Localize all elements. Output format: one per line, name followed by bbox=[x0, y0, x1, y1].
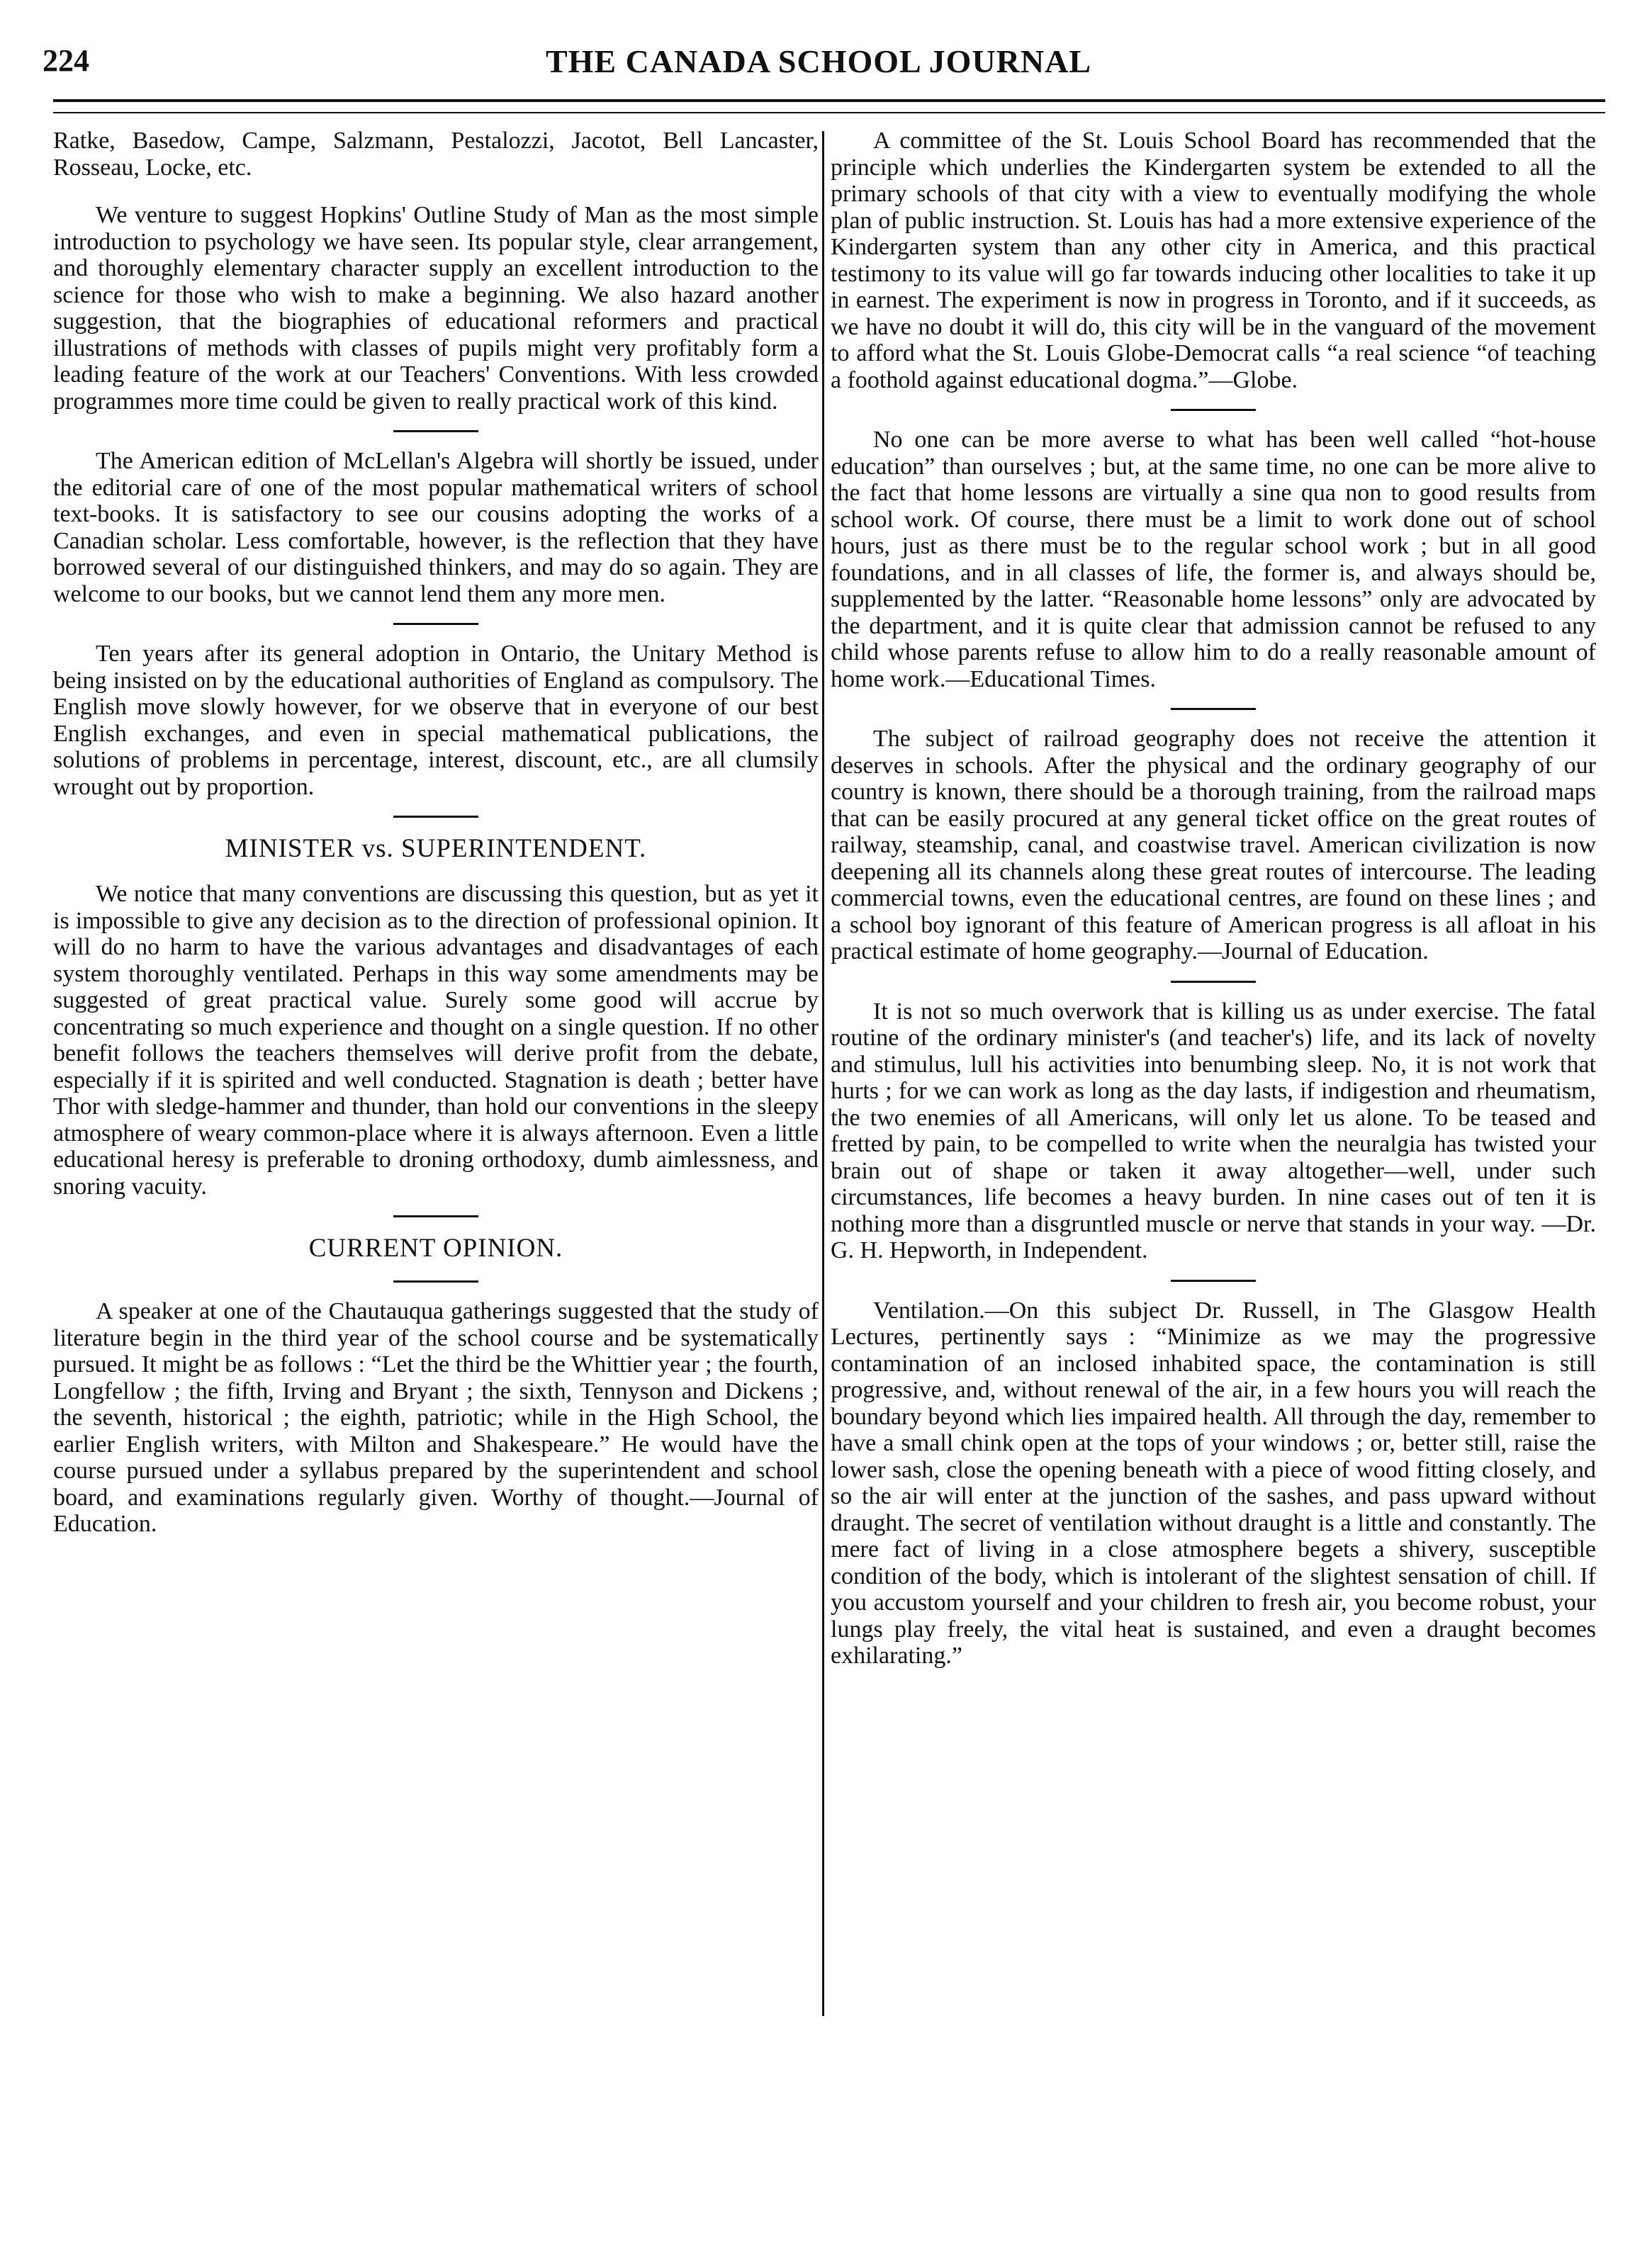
page-header bbox=[28, 35, 1609, 92]
right-column bbox=[831, 128, 1596, 1669]
paragraph: The American edition of McLellan's Algebra will shortly be issued, under the editorial care of one of the most popular mathematical writers of school text-books. It is satisfactory to see our cousins adopting the works of a Canadian scholar. Less comfortable, however, is the reflection that they have borrowed several of our distinguished thinkers, and may do so again. They are welcome to our books, but we cannot lend them any more men. bbox=[53, 448, 819, 607]
separator-rule bbox=[393, 430, 478, 432]
paragraph: No one can be more averse to what has been well called “hot-house education” than ourselves ; but, at the same time, no one can be more alive to the fact that home lessons are virtually a sine qua non to good results from school work. Of course, there must be a limit to work done out of school hours, just as there must be to the regular school work ; but in all good foundations, and in all classes of life, the former is, and always should be, supplemented by the latter. “Reasonable home lessons” only are advocated by the department, and it is quite clear that admission cannot be refused to any child whose parents refuse to allow him to do a really reasonable amount of home work.—Educational Times. bbox=[831, 427, 1596, 692]
paragraph: Ventilation.—On this subject Dr. Russell, in The Glasgow Health Lectures, pertinently says : “Minimize as we may the progressive contamination of an inclosed inhabited space, the contamination is still progressive, and, without renewal of the air, in a few hours you will reach the boundary beyond which lies impaired health. All through the day, remember to have a small chink open at the tops of your windows ; or, better still, raise the lower sash, close the opening beneath with a piece of wood fitting closely, and so the air will enter at the junction of the sashes, and pass upward without draught. The secret of ventilation without draught is a little and constantly. The mere fact of living in a close atmosphere begets a shivery, susceptible condition of the body, which is intolerant of the slightest sensation of chill. If you accustom yourself and your children to fresh air, you become robust, your lungs play freely, the vital heat is sustained, and even a draught becomes exhilarating.” bbox=[831, 1297, 1596, 1669]
separator-rule bbox=[1171, 981, 1256, 983]
header-rule-thin bbox=[53, 112, 1605, 113]
separator-rule bbox=[393, 623, 478, 625]
section-heading: CURRENT OPINION. bbox=[308, 1234, 563, 1263]
section-heading: MINISTER vs. SUPERINTENDENT. bbox=[225, 834, 647, 863]
separator-rule bbox=[1171, 409, 1256, 411]
paragraph: Ten years after its general adoption in Ontario, the Unitary Method is being insisted on by the educational authorities of England as compulsory. The English move slowly however, for we observe that in everyone of our best English exchanges, and even in special mathematical publications, the solutions of problems in percentage, interest, discount, etc., are all clumsily wrought out by proportion. bbox=[53, 641, 819, 800]
separator-rule bbox=[393, 816, 478, 818]
journal-title: THE CANADA SCHOOL JOURNAL bbox=[545, 43, 1092, 79]
paragraph: Ratke, Basedow, Campe, Salzmann, Pestalozzi, Jacotot, Bell Lancaster, Rosseau, Locke, etc. bbox=[53, 128, 819, 181]
separator-rule bbox=[393, 1280, 478, 1283]
paragraph: We venture to suggest Hopkins' Outline Study of Man as the most simple introduction to psychology we have seen. Its popular style, clear arrangement, and thoroughly elementary character supply an excellent introduction to the science for those who wish to make a beginning. We also hazard another suggestion, that the biographies of educational reformers and practical illustrations of methods with classes of pupils might very profitably form a leading feature of the work at our Teachers' Conventions. With less crowded programmes more time could be given to really practical work of this kind. bbox=[53, 202, 819, 415]
separator-rule bbox=[1171, 1280, 1256, 1282]
page-number: 224 bbox=[43, 43, 89, 78]
paragraph: A speaker at one of the Chautauqua gatherings suggested that the study of literature begin in the third year of the school course and be systematically pursued. It might be as follows : “Let the third be the Whittier year ; the fourth, Longfellow ; the fifth, Irving and Bryant ; the sixth, Tennyson and Dickens ; the seventh, historical ; the eighth, patriotic; while in the High School, the earlier English writers, with Milton and Shakespeare.” He would have the course pursued under a syllabus prepared by the superintendent and school board, and examinations regularly given. Worthy of thought.—Journal of Education. bbox=[53, 1298, 819, 1537]
left-column bbox=[53, 128, 819, 1538]
column-divider bbox=[822, 131, 824, 2016]
paragraph: The subject of railroad geography does not receive the attention it deserves in schools. After the physical and the ordinary geography of our country is known, there should be a thorough training, from the railroad maps that can be easily procured at any general ticket office on the great routes of railway, steamship, canal, and coastwise travel. American civilization is now deepening all its channels along these great routes of intercourse. The leading commercial towns, even the educational centres, are found on these lines ; and a school boy ignorant of this feature of American progress is all afloat in his practical estimate of home geography.—Journal of Education. bbox=[831, 726, 1596, 964]
paragraph: A committee of the St. Louis School Board has recommended that the principle which underlies the Kindergarten system be extended to all the primary schools of that city with a view to eventually modifying the whole plan of public instruction. St. Louis has had a more extensive experience of the Kindergarten system than any other city in America, and this practical testimony to its value will go far towards inducing other localities to take it up in earnest. The experiment is now in progress in Toronto, and if it succeeds, as we have no doubt it will do, this city will be in the vanguard of the movement to afford what the St. Louis Globe-Democrat calls “a real science “of teaching a foothold against educational dogma.”—Globe. bbox=[831, 128, 1596, 393]
paragraph: We notice that many conventions are discussing this question, but as yet it is impossible to give any decision as to the direction of professional opinion. It will do no harm to have the various advantages and disadvantages of each system thoroughly ventilated. Perhaps in this way some amendments may be suggested of great practical value. Surely some good will accrue by concentrating so much experience and thought on a single question. If no other benefit follows the teachers themselves will derive profit from the debate, especially if it is spirited and well conducted. Stagnation is death ; better have Thor with sledge-hammer and thunder, than hold our conventions in the sleepy atmosphere of weary common-place where it is always afternoon. Even a little educational heresy is preferable to droning orthodoxy, dumb aimlessness, and snoring vacuity. bbox=[53, 881, 819, 1200]
separator-rule bbox=[393, 1215, 478, 1217]
header-rule-thick bbox=[53, 99, 1605, 102]
paragraph: It is not so much overwork that is killing us as under exercise. The fatal routine of the ordinary minister's (and teacher's) life, and its lack of novelty and stimulus, lull his activities into benumbing sleep. No, it is not work that hurts ; for we can work as long as the day lasts, if indigestion and rheumatism, the two enemies of all Americans, will only let us alone. To be teased and fretted by pain, to be compelled to write when the neuralgia has twisted your brain out of shape or taken it away altogether—well, under such circumstances, life becomes a heavy burden. In nine cases out of ten it is nothing more than a disgruntled muscle or nerve that stands in your way. —Dr. G. H. Hepworth, in Independent. bbox=[831, 998, 1596, 1263]
separator-rule bbox=[1171, 708, 1256, 710]
